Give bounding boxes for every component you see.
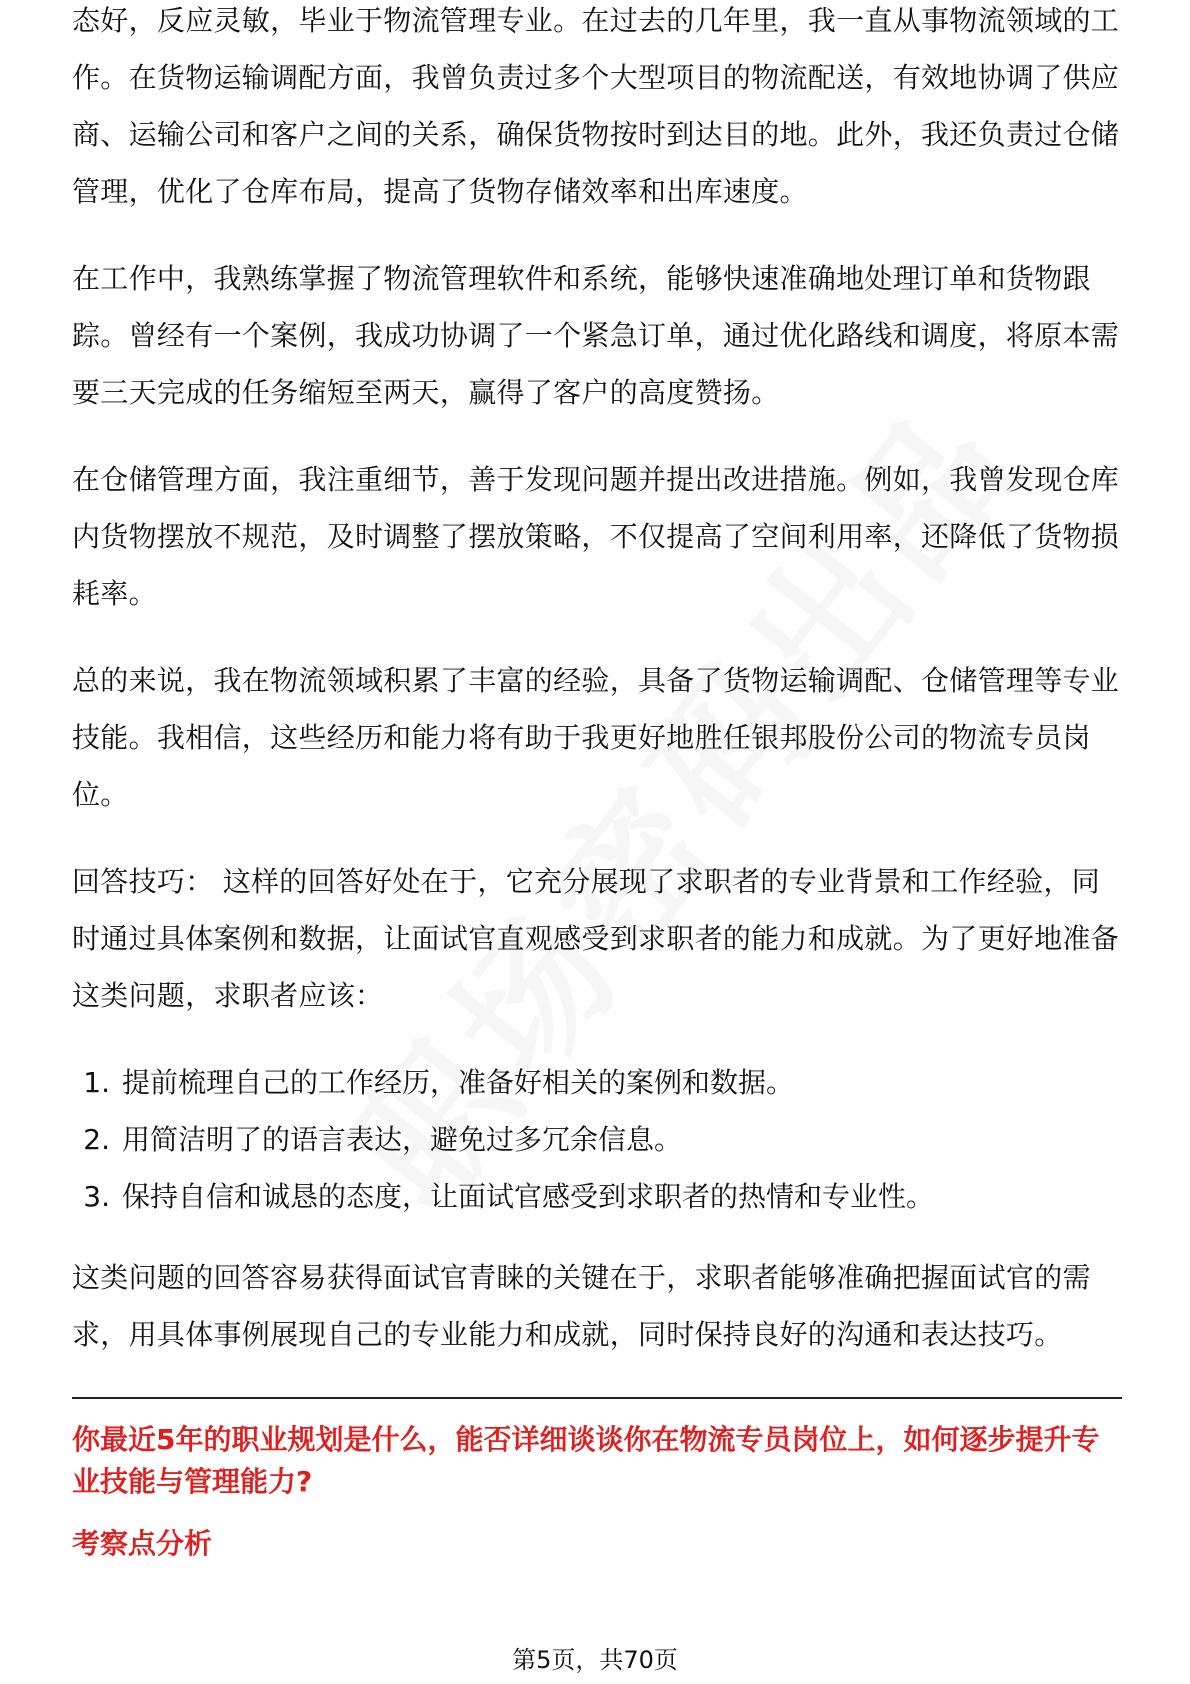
list-item [72,1111,1122,1168]
list-item-text: 提前梳理自己的工作经历，准备好相关的案例和数据。 [122,1066,795,1099]
list-number: 1. [83,1066,110,1099]
list-number: 3. [83,1180,110,1213]
list-item [72,1168,1122,1225]
section-divider [72,1397,1122,1399]
list-number: 2. [83,1123,110,1156]
list-item-text: 用简洁明了的语言表达，避免过多冗余信息。 [122,1123,683,1156]
paragraph-closing: 这类问题的回答容易获得面试官青睐的关键在于，求职者能够准确把握面试官的需求，用具体事例展现自己的专业能力和成就，同时保持良好的沟通和表达技巧。 [72,1261,1091,1351]
page-content [72,4,1122,1565]
analysis-subheading: 考察点分析 [72,1527,213,1560]
list-item-text: 保持自信和诚恳的态度，让面试官感受到求职者的热情和专业性。 [122,1180,935,1213]
paragraph-experience: 态好，反应灵敏，毕业于物流管理专业。在过去的几年里，我一直从事物流领域的工作。在货物运输调配方面，我曾负责过多个大型项目的物流配送，有效地协调了供应商、运输公司和客户之间的关系，确保货物按时到达目的地。此外，我还负责过仓储管理，优化了仓库布局，提高了货物存储效率和出库速度。 [72,4,1120,208]
paragraph-software: 在工作中，我熟练掌握了物流管理软件和系统，能够快速准确地处理订单和货物跟踪。曾经有一个案例，我成功协调了一个紧急订单，通过优化路线和调度，将原本需要三天完成的任务缩短至两天，赢得了客户的高度赞扬。 [72,262,1120,409]
tips-list [72,1054,1122,1225]
paragraph-summary: 总的来说，我在物流领域积累了丰富的经验，具备了货物运输调配、仓储管理等专业技能。我相信，这些经历和能力将有助于我更好地胜任银邦股份公司的物流专员岗位。 [72,664,1120,811]
paragraph-answer-tips: 回答技巧： 这样的回答好处在于，它充分展现了求职者的专业背景和工作经验，同时通过具体案例和数据，让面试官直观感受到求职者的能力和成就。为了更好地准备这类问题，求职者应该： [72,865,1120,1012]
paragraph-warehouse: 在仓储管理方面，我注重细节，善于发现问题并提出改进措施。例如，我曾发现仓库内货物摆放不规范，及时调整了摆放策略，不仅提高了空间利用率，还降低了货物损耗率。 [72,463,1120,610]
list-item [72,1054,1122,1111]
question-heading: 你最近5年的职业规划是什么，能否详细谈谈你在物流专员岗位上，如何逐步提升专业技能与管理能力? [72,1423,1100,1498]
page-number: 第5页，共70页 [512,1646,678,1674]
